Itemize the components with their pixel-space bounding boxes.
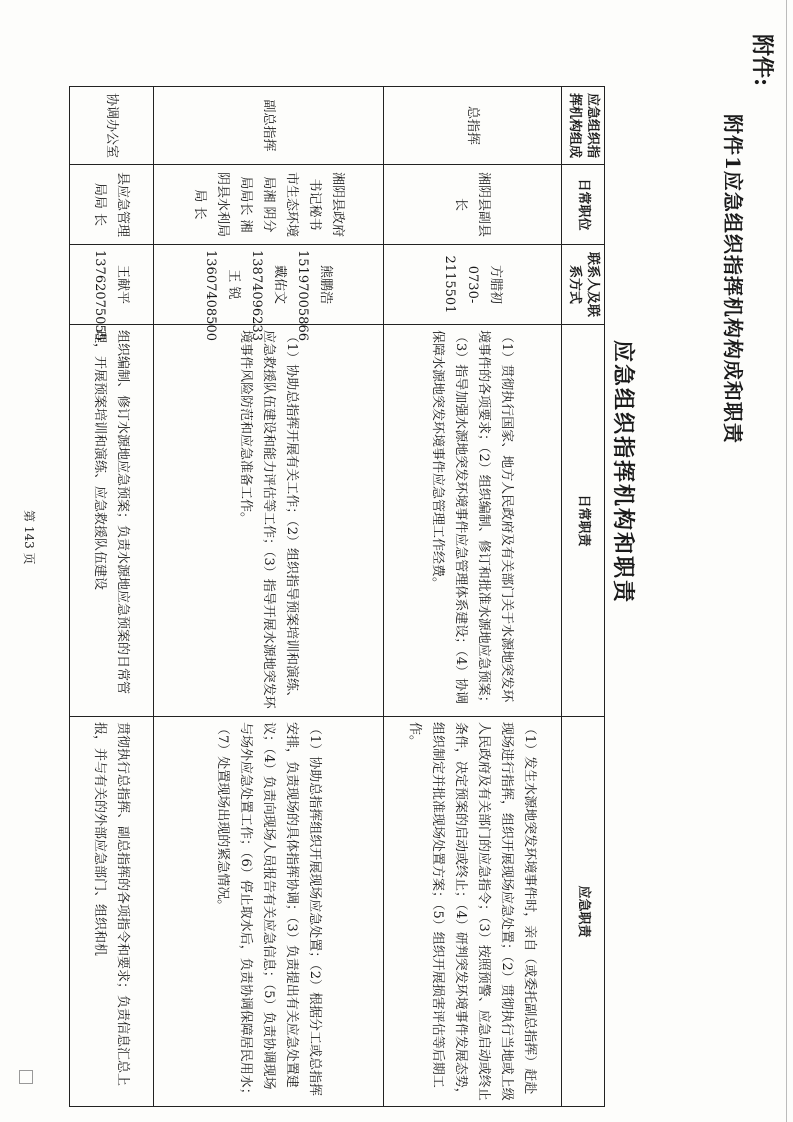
column-header-role: 应急组织指挥机构组成	[562, 87, 605, 165]
cell-role: 协调办公室	[70, 87, 154, 165]
page-title: 应急组织指挥机构和职责	[610, 340, 636, 605]
cell-duty: （1）贯彻执行国家、地方人民政府及有关部门关于水源地突发环境事件的各项要求；（2）组织编制、修订和批准水源地应急预案；（3）指导加强水源地突发环境事件应急管理体系建设；（4）协调保障水源地突发环境事件应急管理工作经费。	[384, 325, 562, 717]
cell-duty: （1）协助总指挥开展有关工作；（2）组织指导预案培训和演练、应急救援队伍建设和能力评估等工作；（3）指导开展水源地突发环境事件风险防范和应急准备工作。	[154, 325, 384, 717]
cell-contact: 熊鹏浩 15197005866 戴佑文 13874096233 王 锐 13607408500	[154, 245, 384, 325]
organization-table	[69, 86, 605, 1107]
column-header-duty: 日常职责	[562, 325, 605, 717]
cell-post: 县应急管理局局 长	[70, 165, 154, 245]
table-row	[70, 87, 154, 1107]
cell-role: 总指挥	[384, 87, 562, 165]
scan-corner-mark	[19, 1070, 33, 1084]
table-row	[154, 87, 384, 1107]
scan-edge-line	[786, 0, 787, 1122]
attachment-label: 附件:	[749, 34, 775, 87]
attachment-subtitle: 附件1应急组织指挥机构构成和职责	[721, 114, 745, 444]
cell-contact: 王献平 13762075055	[70, 245, 154, 325]
column-header-post: 日常职位	[562, 165, 605, 245]
cell-emergency: （1）发生水源地突发环境事件时，亲自（或委托副总指挥）赶赴现场进行指挥，组织开展现场应急处置；（2）贯彻执行当地或上级人民政府及有关部门的应急指令；（3）按照预警、应急启动或终止条件，决定预案的启动或终止；（4）研判突发环境事件发展态势，组织制定并批准现场处置方案；（5）组织开展损害评估等后期工作。	[384, 717, 562, 1107]
cell-contact: 方腊初 0730-2115501	[384, 245, 562, 325]
cell-role: 副总指挥	[154, 87, 384, 165]
cell-post: 湘阴县政府 书记秘书 市生态环境局湘 阴分局局长 湘阴县水利局局 长	[154, 165, 384, 245]
cell-post: 湘阴县副县长	[384, 165, 562, 245]
cell-emergency: （1）协助总指挥组织开展现场应急处置；（2）根据分工或总指挥安排，负责现场的具体指挥协调；（3）负责提出有关应急处置建议；（4）负责向现场人员报告有关应急信息；（5）负责协调现场与场外应急处置工作；（6）停止取水后，负责协调保障居民用水；（7）处置现场出现的紧急情况。	[154, 717, 384, 1107]
table-row	[384, 87, 562, 1107]
page-number: 第 143 页	[22, 510, 36, 565]
table-header-row	[562, 87, 605, 1107]
cell-duty: 组织编制、修订水源地应急预案；负责水源地应急预案的日常管理，开展预案培训和演练、应急救援队伍建设	[70, 325, 154, 717]
cell-emergency: 贯彻执行总指挥、副总指挥的各项指令和要求；负责信息汇总上报，并与有关的外部应急部门、组织和机	[70, 717, 154, 1107]
column-header-emergency: 应急职责	[562, 717, 605, 1107]
column-header-contact: 联系人及联系方式	[562, 245, 605, 325]
